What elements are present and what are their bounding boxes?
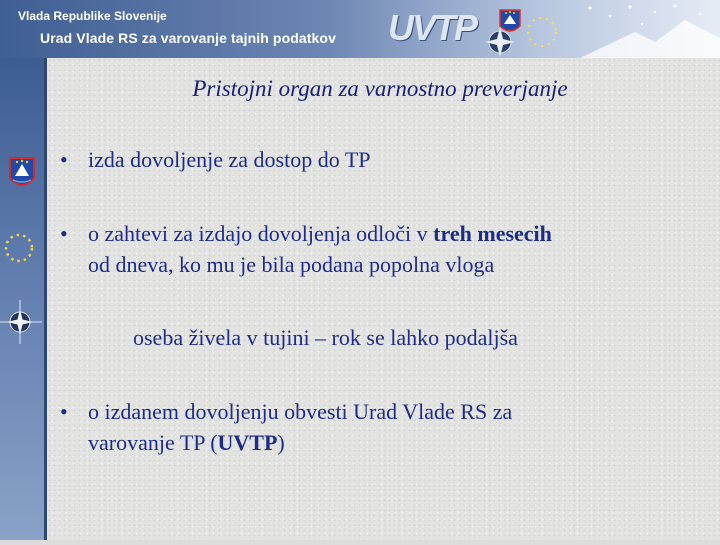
bullet-item-1: izda dovoljenje za dostop do TP xyxy=(88,147,371,172)
slovenia-coat-of-arms-icon xyxy=(10,158,34,185)
bullet-item-2-continuation: od dneva, ko mu je bila podana popolna vloga xyxy=(88,252,495,277)
sidebar-emblems xyxy=(0,58,44,540)
bullet-item-2-text: o zahtevi za izdajo dovoljenja odloči v xyxy=(88,221,434,246)
bullet-item-2-emphasis: treh mesecih xyxy=(433,221,552,246)
eu-stars-icon xyxy=(528,18,556,46)
bullet-item-3 xyxy=(88,396,512,458)
slovenia-coat-of-arms-icon xyxy=(500,10,520,31)
bullet-item-3-continuation: varovanje TP ( xyxy=(88,430,218,455)
header-emblems xyxy=(460,2,720,58)
bullet-marker: • xyxy=(60,147,68,172)
note-text: oseba živela v tujini – rok se lahko podaljša xyxy=(133,325,518,350)
bullet-marker: • xyxy=(60,399,68,424)
slide-title: Pristojni organ za varnostno preverjanje xyxy=(192,76,568,101)
office-name: Urad Vlade RS za varovanje tajnih podatkov xyxy=(40,30,336,46)
header-banner xyxy=(0,0,720,58)
bullet-item-3-emphasis: UVTP xyxy=(217,430,278,455)
mountain-silhouette xyxy=(580,20,720,58)
uvtp-logo: UVTP xyxy=(388,7,477,48)
bullet-marker: • xyxy=(60,221,68,246)
government-name: Vlada Republike Slovenije xyxy=(18,9,167,23)
bullet-item-2 xyxy=(88,218,552,280)
bullet-item-3-text: o izdanem dovoljenju obvesti Urad Vlade RS za xyxy=(88,399,513,424)
eu-stars-icon xyxy=(6,235,32,261)
bullet-item-3-close: ) xyxy=(277,430,285,455)
nato-compass-icon xyxy=(0,300,42,344)
slide-content xyxy=(47,58,720,540)
left-sidebar xyxy=(0,58,44,540)
